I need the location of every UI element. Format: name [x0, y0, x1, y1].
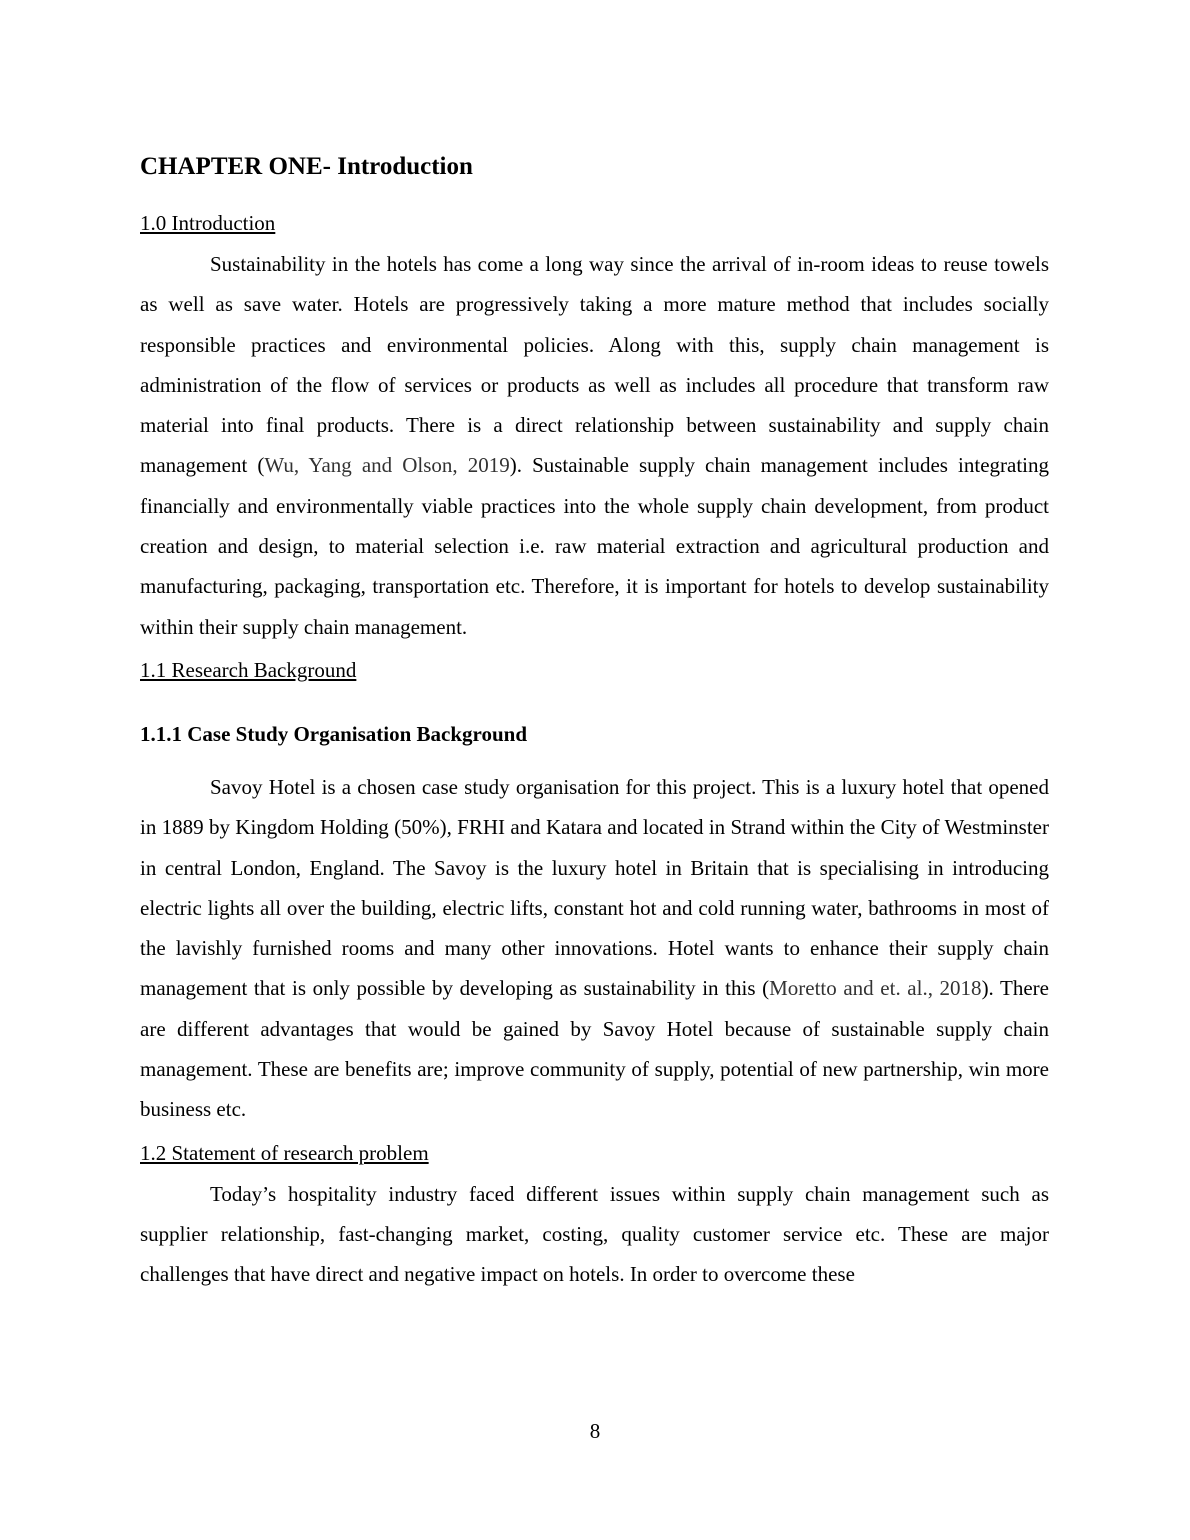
- citation-moretto: Moretto and et. al., 2018: [769, 976, 982, 1001]
- case-study-paragraph: [140, 767, 1049, 1130]
- section-heading-research-background: 1.1 Research Background: [140, 657, 357, 682]
- page-content: [140, 148, 1049, 1303]
- citation-wu-yang-olson: Wu, Yang and Olson, 2019: [264, 453, 510, 478]
- introduction-paragraph: [140, 244, 1049, 647]
- introduction-text-part2: ). Sustainable supply chain management includes integrating financially and environmentally viable practices into the whole supply chain development, from product creation and design, to material selection i.e. raw material extraction and agricultural production and manufacturing, packaging, transportation etc. Therefore, it is important for hotels to develop sustainability within their supply chain management.: [140, 453, 1049, 639]
- case-study-text-part2: ). There are different advantages that would be gained by Savoy Hotel because of sustainable supply chain management. These are benefits are; improve community of supply, potential of new partnership, win more business etc.: [140, 976, 1049, 1122]
- case-study-text-part1: Savoy Hotel is a chosen case study organisation for this project. This is a luxury hotel that opened in 1889 by Kingdom Holding (50%), FRHI and Katara and located in Strand within the City of Westminster in central London, England. The Savoy is the luxury hotel in Britain that is specialising in introducing electric lights all over the building, electric lifts, constant hot and cold running water, bathrooms in most of the lavishly furnished rooms and many other innovations. Hotel wants to enhance their supply chain management that is only possible by developing as sustainability in this (: [140, 774, 1049, 1001]
- subsection-heading-case-study: 1.1.1 Case Study Organisation Background: [140, 721, 528, 746]
- research-problem-paragraph: Today’s hospitality industry faced different issues within supply chain management such as supplier relationship, fast-changing market, costing, quality customer service etc. These are major challenges that have direct and negative impact on hotels. In order to overcome these: [140, 1181, 1049, 1287]
- section-heading-research-problem: 1.2 Statement of research problem: [140, 1140, 429, 1165]
- introduction-text-part1: Sustainability in the hotels has come a long way since the arrival of in-room ideas to reuse towels as well as save water. Hotels are progressively taking a more mature method that includes socially responsible practices and environmental policies. Along with this, supply chain management is administration of the flow of services or products as well as includes all procedure that transform raw material into final products. There is a direct relationship between sustainability and supply chain management (: [140, 252, 1049, 478]
- page-number: 8: [589, 1419, 601, 1443]
- chapter-title: CHAPTER ONE- Introduction: [140, 153, 473, 180]
- section-heading-introduction: 1.0 Introduction: [140, 211, 276, 235]
